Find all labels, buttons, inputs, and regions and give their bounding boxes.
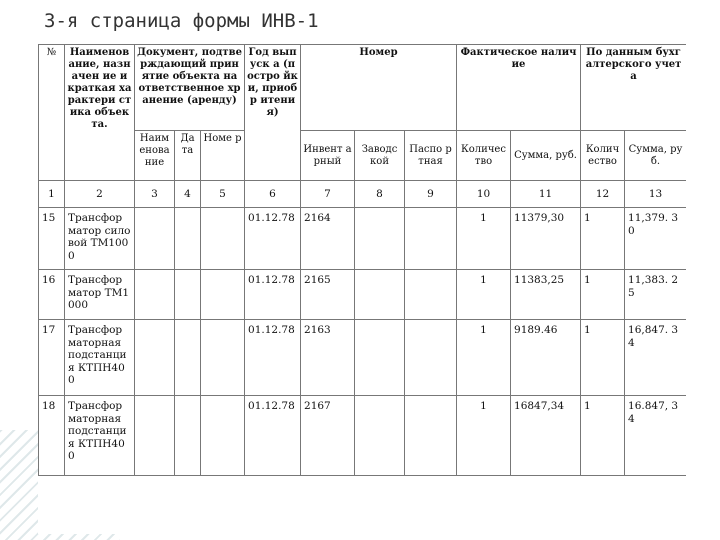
row-passport-number	[405, 396, 457, 476]
column-number: 5	[201, 181, 245, 208]
row-doc-date	[175, 208, 201, 270]
column-number: 6	[245, 181, 301, 208]
row-doc-date	[175, 270, 201, 320]
row-year: 01.12.78	[245, 396, 301, 476]
row-actual-qty: 1	[457, 208, 511, 270]
header-doc-name: Наим енова ние	[135, 131, 175, 181]
row-inventory-number: 2165	[301, 270, 355, 320]
row-actual-sum: 11379,30	[511, 208, 581, 270]
row-actual-qty: 1	[457, 320, 511, 396]
column-number: 11	[511, 181, 581, 208]
inventory-sheet	[38, 44, 686, 534]
table-header	[39, 45, 687, 181]
row-factory-number	[355, 396, 405, 476]
row-name: Трансфор маторная подстанци я КТПН400	[65, 320, 135, 396]
column-number: 12	[581, 181, 625, 208]
header-actual-qty: Количес тво	[457, 131, 511, 181]
row-doc-name	[135, 396, 175, 476]
row-name: Трансфор матор силовой ТМ1000	[65, 208, 135, 270]
row-factory-number	[355, 270, 405, 320]
row-factory-number	[355, 208, 405, 270]
row-name: Трансфор маторная подстанци я КТПН400	[65, 396, 135, 476]
header-factory-number: Заводс кой	[355, 131, 405, 181]
row-book-qty: 1	[581, 208, 625, 270]
header-inventory-number: Инвент арный	[301, 131, 355, 181]
table-body	[39, 208, 687, 476]
row-doc-number	[201, 270, 245, 320]
column-number: 2	[65, 181, 135, 208]
inventory-table	[38, 44, 686, 476]
row-num: 17	[39, 320, 65, 396]
row-book-sum: 16.847, 34	[625, 396, 686, 476]
row-doc-date	[175, 320, 201, 396]
row-doc-name	[135, 320, 175, 396]
row-actual-sum: 11383,25	[511, 270, 581, 320]
row-actual-sum: 9189.46	[511, 320, 581, 396]
row-name: Трансфор матор ТМ1000	[65, 270, 135, 320]
header-num: №	[39, 45, 65, 181]
row-actual-qty: 1	[457, 270, 511, 320]
header-name: Наименов ание, назначен ие и краткая характери стика объекта.	[65, 45, 135, 181]
header-passport-number: Паспо ртная	[405, 131, 457, 181]
row-book-qty: 1	[581, 320, 625, 396]
header-doc-number: Номе р	[201, 131, 245, 181]
row-doc-name	[135, 270, 175, 320]
column-number-row	[39, 181, 687, 208]
row-passport-number	[405, 320, 457, 396]
column-number: 13	[625, 181, 686, 208]
column-number: 4	[175, 181, 201, 208]
header-number: Номер	[301, 45, 457, 131]
row-book-sum: 11,379. 30	[625, 208, 686, 270]
row-year: 01.12.78	[245, 208, 301, 270]
row-inventory-number: 2167	[301, 396, 355, 476]
row-num: 18	[39, 396, 65, 476]
table-row	[39, 270, 687, 320]
column-number: 9	[405, 181, 457, 208]
row-doc-number	[201, 396, 245, 476]
row-passport-number	[405, 270, 457, 320]
header-actual-sum: Сумма, руб.	[511, 131, 581, 181]
row-passport-number	[405, 208, 457, 270]
column-number: 7	[301, 181, 355, 208]
row-num: 16	[39, 270, 65, 320]
header-actual: Фактическое наличие	[457, 45, 581, 131]
row-year: 01.12.78	[245, 270, 301, 320]
header-book-sum: Сумма, руб.	[625, 131, 686, 181]
row-inventory-number: 2163	[301, 320, 355, 396]
row-book-qty: 1	[581, 396, 625, 476]
row-book-sum: 16,847. 34	[625, 320, 686, 396]
row-factory-number	[355, 320, 405, 396]
header-books: По данным бухгалтерского учета	[581, 45, 686, 131]
row-book-sum: 11,383. 25	[625, 270, 686, 320]
row-doc-number	[201, 320, 245, 396]
header-year: Год выпуск а (постро йки, приобр итения)	[245, 45, 301, 181]
column-number: 1	[39, 181, 65, 208]
table-row	[39, 208, 687, 270]
table-row	[39, 396, 687, 476]
column-number: 10	[457, 181, 511, 208]
row-doc-name	[135, 208, 175, 270]
row-book-qty: 1	[581, 270, 625, 320]
row-actual-qty: 1	[457, 396, 511, 476]
row-doc-date	[175, 396, 201, 476]
row-year: 01.12.78	[245, 320, 301, 396]
header-document: Документ, подтверждающий принятие объекта на ответственное хранение (аренду)	[135, 45, 245, 131]
row-doc-number	[201, 208, 245, 270]
row-inventory-number: 2164	[301, 208, 355, 270]
table-row	[39, 320, 687, 396]
row-num: 15	[39, 208, 65, 270]
column-number: 3	[135, 181, 175, 208]
header-book-qty: Колич ество	[581, 131, 625, 181]
column-number: 8	[355, 181, 405, 208]
page-title: 3-я страница формы ИНВ-1	[44, 10, 319, 32]
header-doc-date: Да та	[175, 131, 201, 181]
row-actual-sum: 16847,34	[511, 396, 581, 476]
